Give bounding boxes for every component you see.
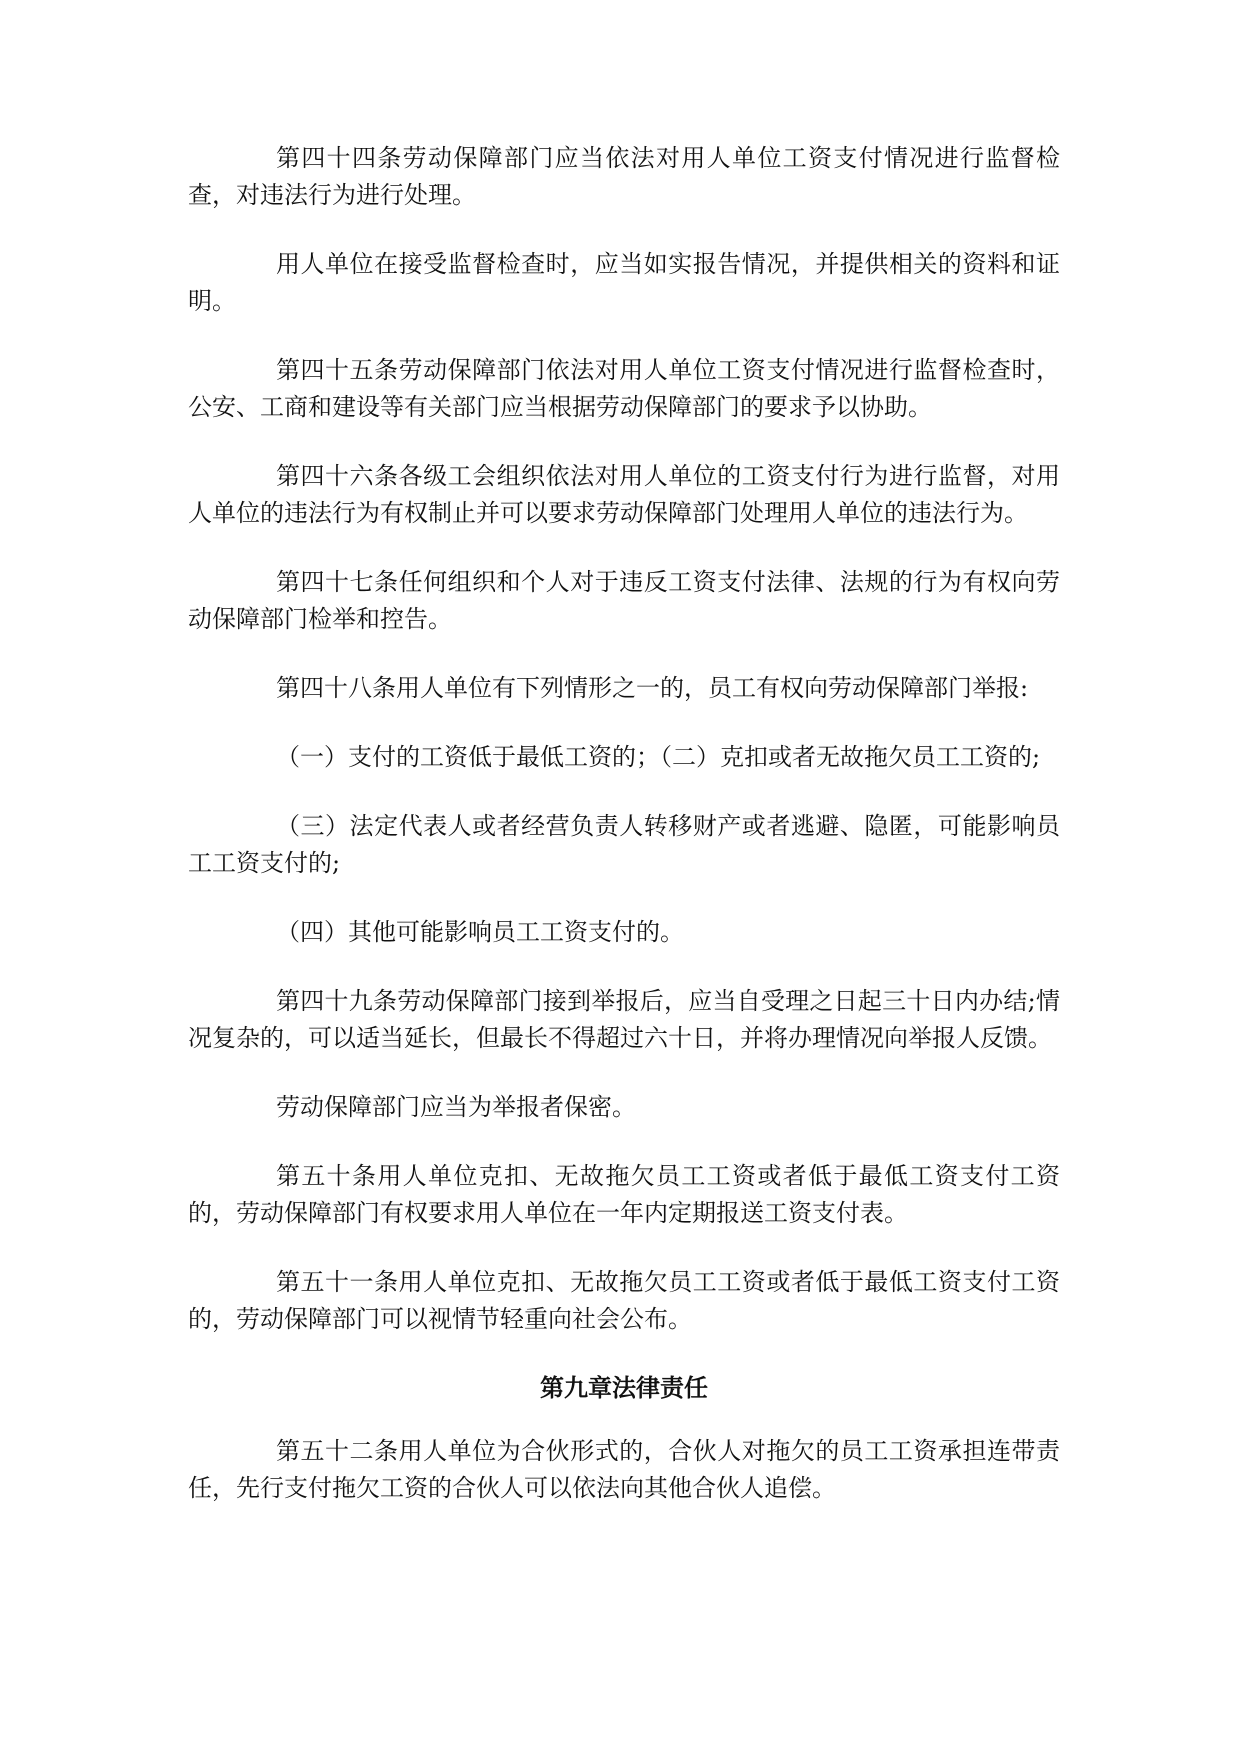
paragraph-item-4: （四）其他可能影响员工工资支付的。	[276, 918, 684, 946]
paragraph-article-45: 第四十五条劳动保障部门依法对用人单位工资支付情况进行监督检查时，公安、工商和建设等有关部门应当根据劳动保障部门的要求予以协助。	[188, 356, 1060, 421]
paragraph-article-50: 第五十条用人单位克扣、无故拖欠员工工资或者低于最低工资支付工资的，劳动保障部门有权要求用人单位在一年内定期报送工资支付表。	[188, 1162, 1060, 1227]
paragraph-confidentiality: 劳动保障部门应当为举报者保密。	[276, 1093, 636, 1121]
paragraph-article-52: 第五十二条用人单位为合伙形式的，合伙人对拖欠的员工工资承担连带责任，先行支付拖欠工资的合伙人可以依法向其他合伙人追偿。	[188, 1437, 1060, 1502]
paragraph-item-3: （三）法定代表人或者经营负责人转移财产或者逃避、隐匿，可能影响员工工资支付的;	[188, 812, 1060, 877]
paragraph-article-49: 第四十九条劳动保障部门接到举报后，应当自受理之日起三十日内办结;情况复杂的，可以适当延长，但最长不得超过六十日，并将办理情况向举报人反馈。	[188, 987, 1060, 1052]
paragraph-item-1-2: （一）支付的工资低于最低工资的；（二）克扣或者无故拖欠员工工资的;	[276, 743, 1041, 771]
paragraph-article-51: 第五十一条用人单位克扣、无故拖欠员工工资或者低于最低工资支付工资的，劳动保障部门可以视情节轻重向社会公布。	[188, 1268, 1060, 1333]
paragraph-article-48: 第四十八条用人单位有下列情形之一的，员工有权向劳动保障部门举报:	[276, 674, 1029, 702]
paragraph-article-44: 第四十四条劳动保障部门应当依法对用人单位工资支付情况进行监督检查，对违法行为进行处理。	[188, 144, 1060, 209]
document-page	[188, 140, 1060, 1539]
paragraph-article-46: 第四十六条各级工会组织依法对用人单位的工资支付行为进行监督，对用人单位的违法行为有权制止并可以要求劳动保障部门处理用人单位的违法行为。	[188, 462, 1060, 527]
paragraph-inspection-report: 用人单位在接受监督检查时，应当如实报告情况，并提供相关的资料和证明。	[188, 250, 1060, 315]
paragraph-article-47: 第四十七条任何组织和个人对于违反工资支付法律、法规的行为有权向劳动保障部门检举和控告。	[188, 568, 1060, 633]
chapter-heading: 第九章法律责任	[540, 1374, 708, 1402]
